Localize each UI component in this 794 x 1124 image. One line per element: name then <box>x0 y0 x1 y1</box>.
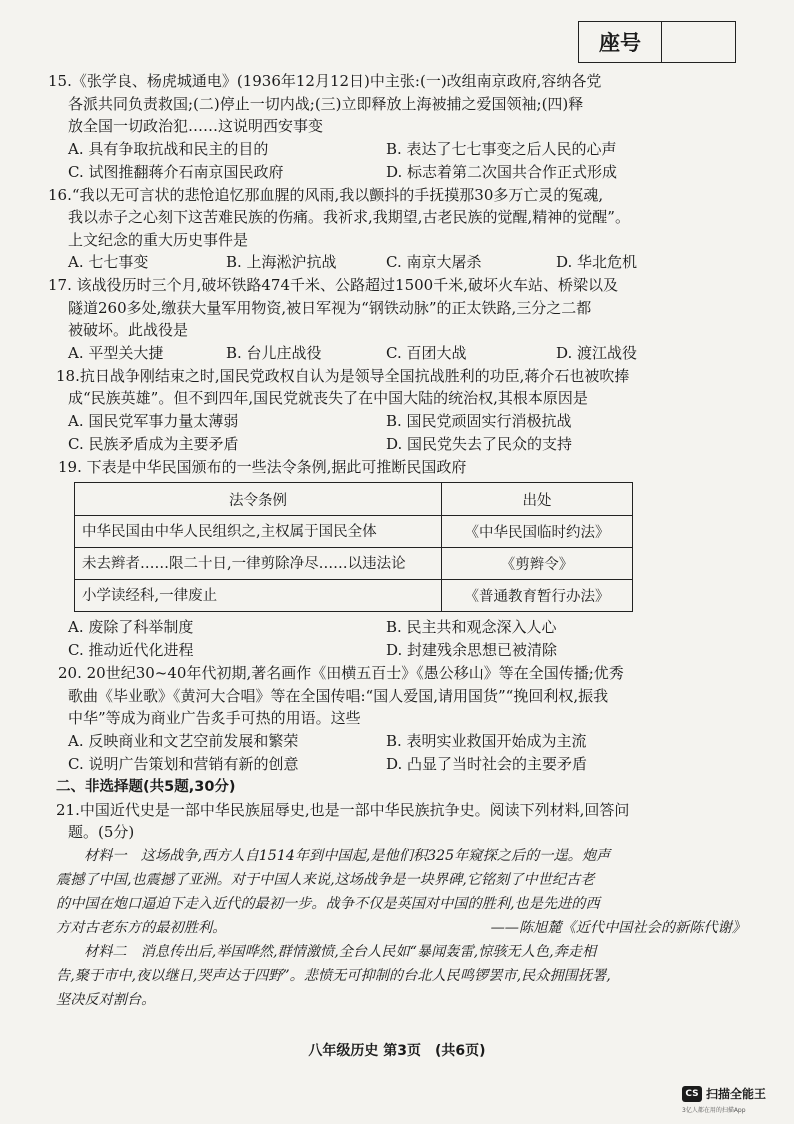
seat-number-blank <box>662 22 735 62</box>
options-row <box>62 753 752 776</box>
question-line: 题。(5分) <box>68 823 135 841</box>
material-2 <box>56 940 752 1012</box>
options-row <box>62 251 752 274</box>
question-line: 成“民族英雄”。但不到四年,国民党就丧失了在中国大陆的统治权,其根本原因是 <box>68 389 588 407</box>
material-source: ——陈旭麓《近代中国社会的新陈代谢》 <box>490 919 746 936</box>
table-row <box>75 548 633 580</box>
material-line: 告,聚于市中,夜以继日,哭声达于四野”。悲愤无可抑制的台北人民鸣锣罢市,民众拥围抚署, <box>56 967 611 984</box>
question-line: 我以赤子之心刻下这苦难民族的伤痛。我祈求,我期望,古老民族的觉醒,精神的觉醒”。 <box>68 208 630 226</box>
material-line: 坚决反对割台。 <box>56 991 156 1008</box>
question-19 <box>58 456 752 663</box>
table-cell-source: 《剪辫令》 <box>442 548 633 580</box>
option-c[interactable]: C. 南京大屠杀 <box>386 253 482 271</box>
table-row <box>75 516 633 548</box>
question-line: 歌曲《毕业歌》《黄河大合唱》等在全国传唱:“国人爱国,请用国货”“挽回利权,振我 <box>68 686 609 705</box>
page-footer: 八年级历史 第3页 (共6页) <box>308 1043 486 1059</box>
option-b[interactable]: B. 上海淞沪抗战 <box>226 253 337 271</box>
material-line: 震撼了中国,也震撼了亚洲。对于中国人来说,这场战争是一块界碑,它铭刻了中世纪古老 <box>56 871 595 888</box>
question-line: 隧道260多处,缴获大量军用物资,被日军视为“钢铁动脉”的正太铁路,三分之二都 <box>68 298 592 317</box>
table-header: 法令条例 <box>75 483 442 516</box>
table-row <box>75 580 633 612</box>
question-15 <box>48 70 752 184</box>
option-c[interactable]: C. 百团大战 <box>386 343 467 362</box>
options-row <box>62 616 752 639</box>
option-d[interactable]: D. 封建残余思想已被清除 <box>386 641 558 659</box>
option-c[interactable]: C. 试图推翻蒋介石南京国民政府 <box>68 162 284 181</box>
material-line: 的中国在炮口逼迫下走入近代的最初一步。战争不仅是英国对中国的胜利,也是先进的西 <box>56 895 600 912</box>
watermark-tagline: 3亿人都在用的扫描App <box>682 1107 746 1114</box>
question-17 <box>48 274 752 365</box>
options-row <box>62 433 752 456</box>
question-line: 19. 下表是中华民国颁布的一些法令条例,据此可推断民国政府 <box>58 457 467 476</box>
question-line: 18.抗日战争刚结束之时,国民党政权自认为是领导全国抗战胜利的功臣,蒋介石也被吹捧 <box>56 366 630 385</box>
question-line: 21.中国近代史是一部中华民族屈辱史,也是一部中华民族抗争史。阅读下列材料,回答问 <box>56 800 630 819</box>
section-heading: 二、非选择题(共5题,30分) <box>56 778 236 795</box>
scanner-watermark <box>682 1085 792 1114</box>
option-c[interactable]: C. 推动近代化进程 <box>68 641 194 659</box>
option-b[interactable]: B. 台儿庄战役 <box>226 343 322 362</box>
seat-number-label: 座号 <box>579 22 662 62</box>
option-d[interactable]: D. 标志着第二次国共合作正式形成 <box>386 162 618 181</box>
question-line: 20. 20世纪30~40年代初期,著名画作《田横五百士》《愚公移山》等在全国传播;优秀 <box>58 664 624 682</box>
option-a[interactable]: A. 反映商业和文艺空前发展和繁荣 <box>68 731 299 750</box>
camscanner-logo-icon: CS <box>682 1086 702 1102</box>
question-line: 上文纪念的重大历史事件是 <box>68 230 249 249</box>
question-line: 15.《张学良、杨虎城通电》(1936年12月12日)中主张:(一)改组南京政府,容纳各党 <box>48 72 602 90</box>
material-line: 方对古老东方的最初胜利。 <box>56 919 227 936</box>
watermark-row <box>682 1085 792 1102</box>
question-line: 17. 该战役历时三个月,破坏铁路474千米、公路超过1500千米,破坏火车站、桥梁以及 <box>48 276 618 294</box>
option-b[interactable]: B. 表明实业救国开始成为主流 <box>386 731 587 750</box>
option-d[interactable]: D. 华北危机 <box>556 253 638 271</box>
options-row <box>62 410 752 433</box>
option-b[interactable]: B. 民主共和观念深入人心 <box>386 618 557 636</box>
question-line: 16.“我以无可言状的悲怆追忆那血腥的风雨,我以颤抖的手抚摸那30多万亡灵的冤魂, <box>48 185 604 204</box>
options-row <box>62 161 752 184</box>
material-1 <box>56 844 752 940</box>
table-cell-law: 未去辫者……限二十日,一律剪除净尽……以违法论 <box>75 548 442 580</box>
table-cell-source: 《中华民国临时约法》 <box>442 516 633 548</box>
options-row <box>62 639 752 662</box>
option-a[interactable]: A. 七七事变 <box>68 253 149 271</box>
exam-content <box>48 70 752 1012</box>
question-line: 中华”等成为商业广告炙手可热的用语。这些 <box>68 709 361 727</box>
law-table <box>74 482 633 612</box>
option-d[interactable]: D. 渡江战役 <box>556 343 638 362</box>
question-line: 放全国一切政治犯……这说明西安事变 <box>68 117 324 135</box>
table-header-row <box>75 483 633 516</box>
options-row <box>62 342 752 365</box>
option-b[interactable]: B. 表达了七七事变之后人民的心声 <box>386 139 617 158</box>
question-16 <box>48 184 752 275</box>
option-c[interactable]: C. 说明广告策划和营销有新的创意 <box>68 754 299 773</box>
option-a[interactable]: A. 废除了科举制度 <box>68 618 194 636</box>
question-line: 被破坏。此战役是 <box>68 321 189 339</box>
table-cell-law: 中华民国由中华人民组织之,主权属于国民全体 <box>75 516 442 548</box>
option-b[interactable]: B. 国民党顽固实行消极抗战 <box>386 411 572 430</box>
question-20 <box>58 662 752 776</box>
seat-number-box <box>578 21 736 63</box>
table-header: 出处 <box>442 483 633 516</box>
question-line: 各派共同负责救国;(二)停止一切内战;(三)立即释放上海被捕之爱国领袖;(四)释 <box>68 94 584 113</box>
option-a[interactable]: A. 平型关大捷 <box>68 343 164 362</box>
option-a[interactable]: A. 国民党军事力量太薄弱 <box>68 411 239 430</box>
material-line: 材料一 这场战争,西方人自1514年到中国起,是他们积325年窥探之后的一逞。炮声 <box>84 847 611 864</box>
question-21 <box>56 799 752 1012</box>
table-cell-law: 小学读经科,一律废止 <box>75 580 442 612</box>
question-18 <box>56 365 752 456</box>
option-d[interactable]: D. 国民党失去了民众的支持 <box>386 434 573 453</box>
watermark-app-name: 扫描全能王 <box>706 1087 767 1101</box>
table-cell-source: 《普通教育暂行办法》 <box>442 580 633 612</box>
option-d[interactable]: D. 凸显了当时社会的主要矛盾 <box>386 754 588 773</box>
material-line: 材料二 消息传出后,举国哗然,群情激愤,全台人民如“暴闻轰雷,惊骇无人色,奔走相 <box>84 943 597 960</box>
option-c[interactable]: C. 民族矛盾成为主要矛盾 <box>68 434 239 453</box>
option-a[interactable]: A. 具有争取抗战和民主的目的 <box>68 139 269 158</box>
options-row <box>62 730 752 753</box>
material-last-line <box>56 916 746 940</box>
options-row <box>62 138 752 161</box>
